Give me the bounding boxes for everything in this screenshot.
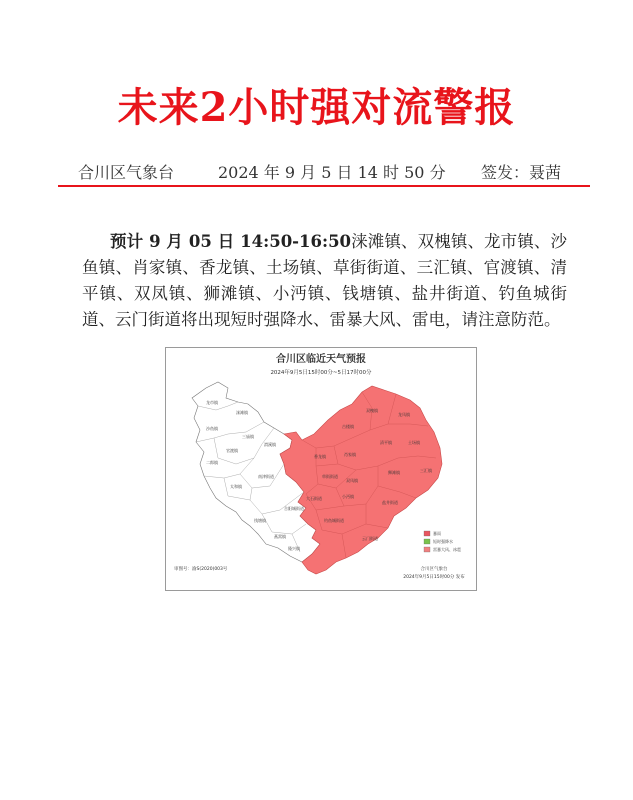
issuing-office: 合川区气象台 (78, 163, 175, 182)
town-label: 香龙镇 (314, 454, 326, 459)
map-subtitle: 2024年9月5日15时00分~5日17时00分 (270, 370, 372, 376)
map-review-number: 审图号：渝S(2020)003号 (174, 567, 228, 572)
signer: 签发：聂茜 (481, 163, 562, 182)
town-label: 草街街道 (322, 474, 338, 479)
forecast-map-svg (166, 348, 476, 590)
town-label: 盐井街道 (382, 500, 398, 505)
map-footer-time: 2024年9月5日15时00分 发布 (403, 575, 465, 580)
town-label: 官渡镇 (226, 448, 238, 453)
legend-swatch (424, 547, 430, 552)
town-label: 涞滩镇 (236, 410, 248, 415)
town-label: 双凤镇 (346, 478, 358, 483)
town-label: 清平镇 (380, 440, 392, 445)
town-label: 合阳城街道 (284, 506, 304, 511)
town-label: 肖家镇 (344, 452, 356, 457)
alert-body (82, 229, 567, 333)
legend-swatch (424, 539, 430, 544)
forecast-map (165, 347, 477, 591)
town-label: 燕窝镇 (274, 534, 286, 539)
town-label: 沙鱼镇 (206, 426, 218, 431)
town-label: 古楼镇 (342, 424, 354, 429)
town-label: 三汇镇 (420, 468, 432, 473)
map-legend (424, 530, 461, 552)
town-label: 隆兴镇 (288, 546, 300, 551)
town-label: 狮滩镇 (388, 470, 400, 475)
town-label: 云门街道 (362, 536, 378, 541)
town-label: 太和镇 (230, 484, 242, 489)
alert-text: 涞滩镇、双槐镇、龙市镇、沙鱼镇、肖家镇、香龙镇、土场镇、草街街道、三汇镇、官渡镇、清平镇、双凤镇、狮滩镇、小沔镇、钱塘镇、盐井街道、钓鱼城街道、云门街道将出现短时强降水、雷暴大风、雷电，请注意防范。 (82, 232, 567, 329)
map-footer-org: 合川区气象台 (420, 567, 448, 572)
town-label: 渭溪镇 (264, 442, 276, 447)
town-label: 双槐镇 (366, 408, 378, 413)
forecast-time-range: 预计 9 月 05 日 14:50-16:50 (110, 232, 352, 251)
map-title: 合川区临近天气预报 (276, 354, 366, 365)
legend-label: 暴雨 (433, 531, 441, 536)
town-label: 二郎镇 (206, 460, 218, 465)
red-divider (58, 185, 590, 187)
town-label: 土场镇 (408, 440, 420, 445)
town-label: 龙市镇 (206, 400, 218, 405)
town-label: 小沔镇 (342, 494, 354, 499)
town-label: 大石街道 (306, 496, 322, 501)
town-label: 龙凤镇 (398, 412, 410, 417)
town-label: 三庙镇 (242, 434, 254, 439)
town-label: 钓鱼城街道 (324, 518, 344, 523)
legend-label: 雷暴大风、冰雹 (433, 547, 461, 552)
town-label: 南津街道 (258, 474, 274, 479)
legend-label: 短时强降水 (433, 539, 453, 544)
legend-swatch (424, 531, 430, 536)
town-label: 钱塘镇 (254, 518, 266, 523)
issue-time: 2024 年 9 月 5 日 14 时 50 分 (218, 163, 446, 182)
alert-title: 未来2小时强对流警报 (117, 84, 516, 131)
